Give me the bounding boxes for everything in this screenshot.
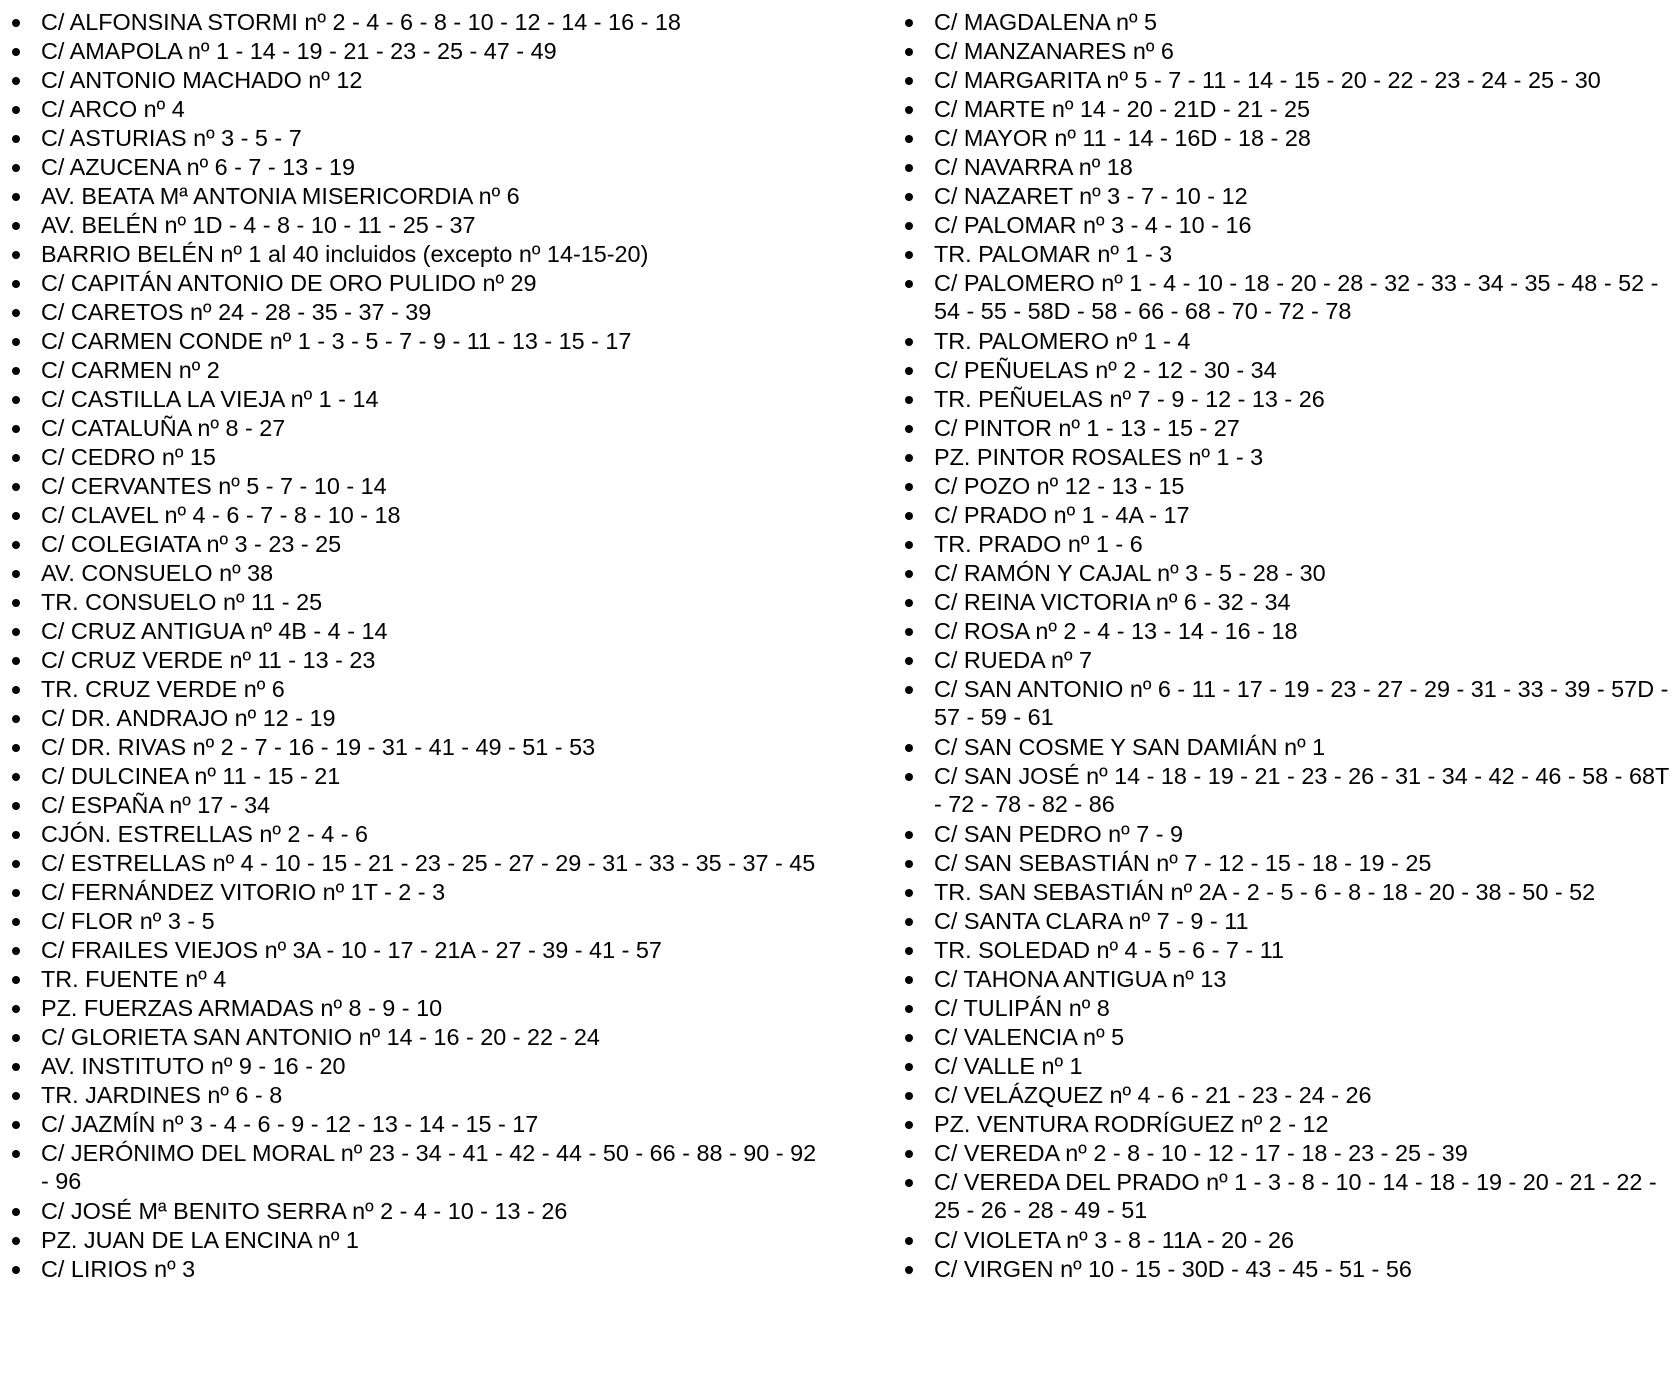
street-entry-text: C/ CARMEN nº 2 [41,357,220,383]
bullet-icon [12,1266,20,1274]
street-list-item [0,762,820,791]
street-entry-text: C/ SAN ANTONIO nº 6 - 11 - 17 - 19 - 23 - 27 - 29 - 31 - 33 - 39 - 57D - 57 - 59 - 61 [934,676,1669,730]
street-entry-text: C/ DR. ANDRAJO nº 12 - 19 [41,705,336,731]
street-list-item [0,95,820,124]
bullet-icon [905,1237,913,1245]
bullet-icon [12,976,20,984]
street-entry-text: TR. PALOMAR nº 1 - 3 [934,241,1173,267]
street-entry-text: C/ CEDRO nº 15 [41,444,216,470]
bullet-icon [12,744,20,752]
street-entry-text: C/ CERVANTES nº 5 - 7 - 10 - 14 [41,473,387,499]
bullet-icon [905,1063,913,1071]
left-column [0,8,820,1284]
bullet-icon [905,860,913,868]
street-entry-text: C/ SAN JOSÉ nº 14 - 18 - 19 - 21 - 23 - 26 - 31 - 34 - 42 - 46 - 58 - 68T - 72 - 78 - 82 - 86 [934,763,1669,817]
bullet-icon [905,657,913,665]
bullet-icon [12,1237,20,1245]
street-list-item [893,1052,1673,1081]
street-entry-text: C/ SANTA CLARA nº 7 - 9 - 11 [934,908,1249,934]
street-entry-text: C/ GLORIETA SAN ANTONIO nº 14 - 16 - 20 - 22 - 24 [41,1024,600,1050]
street-list-item [0,472,820,501]
street-list-item [893,37,1673,66]
street-list-item [0,675,820,704]
bullet-icon [905,628,913,636]
street-list-item [0,704,820,733]
street-entry-text: TR. SOLEDAD nº 4 - 5 - 6 - 7 - 11 [934,937,1284,963]
bullet-icon [905,19,913,27]
street-list-item [893,559,1673,588]
street-list-item [893,211,1673,240]
street-list-item [0,8,820,37]
bullet-icon [12,947,20,955]
street-list-item [893,762,1673,818]
street-list-item [0,356,820,385]
bullet-icon [905,570,913,578]
street-list-item [893,356,1673,385]
bullet-icon [905,77,913,85]
street-entry-text: C/ ARCO nº 4 [41,96,185,122]
bullet-icon [12,164,20,172]
street-entry-text: C/ PEÑUELAS nº 2 - 12 - 30 - 34 [934,357,1277,383]
street-list-item [0,182,820,211]
street-list-item [893,878,1673,907]
street-list-item [893,8,1673,37]
street-entry-text: C/ CRUZ VERDE nº 11 - 13 - 23 [41,647,376,673]
bullet-icon [12,309,20,317]
bullet-icon [12,367,20,375]
bullet-icon [12,19,20,27]
street-entry-text: C/ NAVARRA nº 18 [934,154,1133,180]
street-entry-text: BARRIO BELÉN nº 1 al 40 incluidos (excepto nº 14-15-20) [41,241,649,267]
street-entry-text: C/ SAN SEBASTIÁN nº 7 - 12 - 15 - 18 - 19 - 25 [934,850,1432,876]
street-entry-text: C/ JERÓNIMO DEL MORAL nº 23 - 34 - 41 - 42 - 44 - 50 - 66 - 88 - 90 - 92 - 96 [41,1140,817,1194]
street-list-item [0,1226,820,1255]
street-entry-text: C/ DULCINEA nº 11 - 15 - 21 [41,763,341,789]
street-list-item [0,37,820,66]
street-entry-text: C/ VEREDA DEL PRADO nº 1 - 3 - 8 - 10 - 14 - 18 - 19 - 20 - 21 - 22 - 25 - 26 - 28 - 49 - 51 [934,1169,1657,1223]
street-entry-text: C/ TAHONA ANTIGUA nº 13 [934,966,1227,992]
street-entry-text: C/ CATALUÑA nº 8 - 27 [41,415,286,441]
bullet-icon [905,1034,913,1042]
bullet-icon [905,483,913,491]
bullet-icon [12,1005,20,1013]
bullet-icon [905,367,913,375]
street-list-item [0,820,820,849]
bullet-icon [905,106,913,114]
bullet-icon [12,715,20,723]
street-list-item [893,1139,1673,1168]
street-list-item [0,617,820,646]
street-entry-text: AV. INSTITUTO nº 9 - 16 - 20 [41,1053,346,1079]
street-entry-text: C/ CRUZ ANTIGUA nº 4B - 4 - 14 [41,618,388,644]
street-entry-text: PZ. FUERZAS ARMADAS nº 8 - 9 - 10 [41,995,443,1021]
bullet-icon [905,222,913,230]
bullet-icon [905,1150,913,1158]
street-entry-text: C/ MARTE nº 14 - 20 - 21D - 21 - 25 [934,96,1311,122]
bullet-icon [905,1092,913,1100]
street-entry-text: C/ VALLE nº 1 [934,1053,1083,1079]
street-list-item [893,95,1673,124]
street-list-item [0,936,820,965]
street-entry-text: TR. CRUZ VERDE nº 6 [41,676,285,702]
street-list-item [0,501,820,530]
bullet-icon [12,338,20,346]
street-entry-text: TR. FUENTE nº 4 [41,966,227,992]
bullet-icon [12,628,20,636]
bullet-icon [905,976,913,984]
street-list-item [0,124,820,153]
bullet-icon [12,918,20,926]
bullet-icon [905,425,913,433]
street-list-item [0,1023,820,1052]
street-list-item [893,936,1673,965]
street-entry-text: C/ ESPAÑA nº 17 - 34 [41,792,271,818]
street-entry-text: C/ COLEGIATA nº 3 - 23 - 25 [41,531,342,557]
street-list-item [893,1081,1673,1110]
street-entry-text: C/ FERNÁNDEZ VITORIO nº 1T - 2 - 3 [41,879,446,905]
street-list-item [893,646,1673,675]
street-list-item [0,153,820,182]
street-entry-text: C/ POZO nº 12 - 13 - 15 [934,473,1185,499]
street-entry-text: C/ FRAILES VIEJOS nº 3A - 10 - 17 - 21A - 27 - 39 - 41 - 57 [41,937,662,963]
street-entry-text: C/ ANTONIO MACHADO nº 12 [41,67,363,93]
street-list-item [893,501,1673,530]
street-entry-text: PZ. VENTURA RODRÍGUEZ nº 2 - 12 [934,1111,1329,1137]
street-list-item [893,1168,1673,1224]
bullet-icon [905,164,913,172]
street-entry-text: C/ REINA VICTORIA nº 6 - 32 - 34 [934,589,1291,615]
street-entry-text: TR. CONSUELO nº 11 - 25 [41,589,323,615]
bullet-icon [12,106,20,114]
street-list-item [0,298,820,327]
street-list-item [0,1081,820,1110]
street-list-item [893,1023,1673,1052]
street-list-item [0,878,820,907]
bullet-icon [12,541,20,549]
street-list-item [893,675,1673,731]
street-entry-text: C/ VIRGEN nº 10 - 15 - 30D - 43 - 45 - 51 - 56 [934,1256,1412,1282]
street-entry-text: C/ ROSA nº 2 - 4 - 13 - 14 - 16 - 18 [934,618,1298,644]
street-list-item [893,66,1673,95]
street-entry-text: TR. SAN SEBASTIÁN nº 2A - 2 - 5 - 6 - 8 - 18 - 20 - 38 - 50 - 52 [934,879,1596,905]
street-entry-text: C/ CARETOS nº 24 - 28 - 35 - 37 - 39 [41,299,432,325]
street-entry-text: C/ ALFONSINA STORMI nº 2 - 4 - 6 - 8 - 10 - 12 - 14 - 16 - 18 [41,9,681,35]
bullet-icon [905,512,913,520]
bullet-icon [12,222,20,230]
street-entry-text: C/ MAYOR nº 11 - 14 - 16D - 18 - 28 [934,125,1311,151]
street-list-item [0,791,820,820]
street-entry-text: C/ MANZANARES nº 6 [934,38,1174,64]
street-list-item [0,646,820,675]
bullet-icon [12,1092,20,1100]
bullet-icon [12,1121,20,1129]
bullet-icon [12,396,20,404]
bullet-icon [905,1179,913,1187]
street-list-item [893,733,1673,762]
street-list-item [893,1110,1673,1139]
right-column [893,8,1673,1284]
street-list-item [0,849,820,878]
street-entry-text: C/ RUEDA nº 7 [934,647,1093,673]
street-entry-text: C/ VEREDA nº 2 - 8 - 10 - 12 - 17 - 18 - 23 - 25 - 39 [934,1140,1468,1166]
bullet-icon [12,48,20,56]
street-list-item [893,849,1673,878]
bullet-icon [12,1208,20,1216]
street-entry-text: C/ MARGARITA nº 5 - 7 - 11 - 14 - 15 - 20 - 22 - 23 - 24 - 25 - 30 [934,67,1601,93]
bullet-icon [12,454,20,462]
street-entry-text: PZ. JUAN DE LA ENCINA nº 1 [41,1227,359,1253]
street-entry-text: C/ LIRIOS nº 3 [41,1256,196,1282]
street-entry-text: TR. PALOMERO nº 1 - 4 [934,328,1191,354]
bullet-icon [12,802,20,810]
bullet-icon [905,918,913,926]
bullet-icon [12,657,20,665]
street-entry-text: C/ JAZMÍN nº 3 - 4 - 6 - 9 - 12 - 13 - 14 - 15 - 17 [41,1111,539,1137]
street-list-item [893,530,1673,559]
street-list-item [0,994,820,1023]
bullet-icon [12,599,20,607]
bullet-icon [12,1034,20,1042]
bullet-icon [12,773,20,781]
street-entry-text: CJÓN. ESTRELLAS nº 2 - 4 - 6 [41,821,369,847]
street-list-item [893,907,1673,936]
street-entry-text: TR. PRADO nº 1 - 6 [934,531,1143,557]
bullet-icon [12,77,20,85]
bullet-icon [12,483,20,491]
street-list-item [893,588,1673,617]
street-entry-text: TR. PEÑUELAS nº 7 - 9 - 12 - 13 - 26 [934,386,1325,412]
street-entry-text: C/ SAN PEDRO nº 7 - 9 [934,821,1184,847]
bullet-icon [905,338,913,346]
street-list-item [0,240,820,269]
bullet-icon [905,744,913,752]
bullet-icon [905,280,913,288]
bullet-icon [905,193,913,201]
street-list-item [0,965,820,994]
street-entry-text: C/ VELÁZQUEZ nº 4 - 6 - 21 - 23 - 24 - 26 [934,1082,1372,1108]
street-entry-text: C/ SAN COSME Y SAN DAMIÁN nº 1 [934,734,1326,760]
street-list-item [893,124,1673,153]
street-entry-text: C/ CASTILLA LA VIEJA nº 1 - 14 [41,386,379,412]
street-entry-text: C/ AZUCENA nº 6 - 7 - 13 - 19 [41,154,356,180]
street-list-item [0,443,820,472]
street-list-item [0,269,820,298]
street-entry-text: C/ AMAPOLA nº 1 - 14 - 19 - 21 - 23 - 25 - 47 - 49 [41,38,557,64]
street-list-item [893,965,1673,994]
street-entry-text: C/ FLOR nº 3 - 5 [41,908,215,934]
bullet-icon [905,454,913,462]
street-entry-text: C/ PRADO nº 1 - 4A - 17 [934,502,1190,528]
bullet-icon [905,1005,913,1013]
street-list-item [893,385,1673,414]
street-entry-text: AV. BELÉN nº 1D - 4 - 8 - 10 - 11 - 25 - 37 [41,212,476,238]
bullet-icon [12,193,20,201]
street-entry-text: C/ PALOMERO nº 1 - 4 - 10 - 18 - 20 - 28 - 32 - 33 - 34 - 35 - 48 - 52 - 54 - 55 - 58D - 58 - 66 - 68 - 70 - 72 - 78 [934,270,1659,324]
street-entry-text: AV. BEATA Mª ANTONIA MISERICORDIA nº 6 [41,183,520,209]
bullet-icon [12,280,20,288]
street-list-item [893,327,1673,356]
street-entry-text: C/ PALOMAR nº 3 - 4 - 10 - 16 [934,212,1252,238]
street-list-item [893,153,1673,182]
bullet-icon [905,686,913,694]
bullet-icon [905,889,913,897]
street-list-left [0,8,820,1284]
street-entry-text: C/ CAPITÁN ANTONIO DE ORO PULIDO nº 29 [41,270,537,296]
street-list-item [0,559,820,588]
bullet-icon [12,135,20,143]
street-list-item [0,385,820,414]
bullet-icon [12,686,20,694]
street-list-item [0,1052,820,1081]
street-list-item [893,994,1673,1023]
street-entry-text: AV. CONSUELO nº 38 [41,560,274,586]
street-list-item [893,472,1673,501]
bullet-icon [12,570,20,578]
street-entry-text: TR. JARDINES nº 6 - 8 [41,1082,283,1108]
bullet-icon [905,396,913,404]
street-entry-text: C/ JOSÉ Mª BENITO SERRA nº 2 - 4 - 10 - 13 - 26 [41,1198,568,1224]
street-list-item [0,1255,820,1284]
street-entry-text: C/ NAZARET nº 3 - 7 - 10 - 12 [934,183,1248,209]
street-list-item [0,733,820,762]
street-list-item [0,1197,820,1226]
street-list-item [0,1139,820,1195]
street-entry-text: C/ MAGDALENA nº 5 [934,9,1158,35]
bullet-icon [12,1063,20,1071]
bullet-icon [905,251,913,259]
bullet-icon [12,425,20,433]
street-entry-text: C/ VALENCIA nº 5 [934,1024,1125,1050]
street-list-item [893,414,1673,443]
bullet-icon [905,831,913,839]
street-entry-text: PZ. PINTOR ROSALES nº 1 - 3 [934,444,1264,470]
street-list-item [0,588,820,617]
bullet-icon [905,947,913,955]
bullet-icon [905,48,913,56]
bullet-icon [12,831,20,839]
street-entry-text: C/ CARMEN CONDE nº 1 - 3 - 5 - 7 - 9 - 11 - 13 - 15 - 17 [41,328,632,354]
street-list-item [893,1255,1673,1284]
bullet-icon [905,1266,913,1274]
street-list-item [893,617,1673,646]
street-entry-text: C/ RAMÓN Y CAJAL nº 3 - 5 - 28 - 30 [934,560,1326,586]
street-list-item [0,211,820,240]
street-list-item [893,182,1673,211]
street-list-item [893,820,1673,849]
street-list-item [0,66,820,95]
street-entry-text: C/ DR. RIVAS nº 2 - 7 - 16 - 19 - 31 - 41 - 49 - 51 - 53 [41,734,596,760]
street-entry-text: C/ PINTOR nº 1 - 13 - 15 - 27 [934,415,1240,441]
street-list-right [893,8,1673,1284]
bullet-icon [12,512,20,520]
street-entry-text: C/ ESTRELLAS nº 4 - 10 - 15 - 21 - 23 - 25 - 27 - 29 - 31 - 33 - 35 - 37 - 45 [41,850,816,876]
street-list-item [0,907,820,936]
bullet-icon [905,541,913,549]
street-list-item [0,327,820,356]
bullet-icon [905,1121,913,1129]
street-entry-text: C/ VIOLETA nº 3 - 8 - 11A - 20 - 26 [934,1227,1294,1253]
bullet-icon [12,889,20,897]
street-entry-text: C/ CLAVEL nº 4 - 6 - 7 - 8 - 10 - 18 [41,502,401,528]
street-list-item [0,1110,820,1139]
street-list-item [893,1226,1673,1255]
street-list-item [893,443,1673,472]
bullet-icon [905,135,913,143]
street-entry-text: C/ TULIPÁN nº 8 [934,995,1110,1021]
bullet-icon [905,599,913,607]
street-entry-text: C/ ASTURIAS nº 3 - 5 - 7 [41,125,302,151]
bullet-icon [12,1150,20,1158]
street-list-item [893,269,1673,325]
street-list-item [0,414,820,443]
street-list-item [893,240,1673,269]
street-list-item [0,530,820,559]
bullet-icon [12,251,20,259]
bullet-icon [12,860,20,868]
bullet-icon [905,773,913,781]
